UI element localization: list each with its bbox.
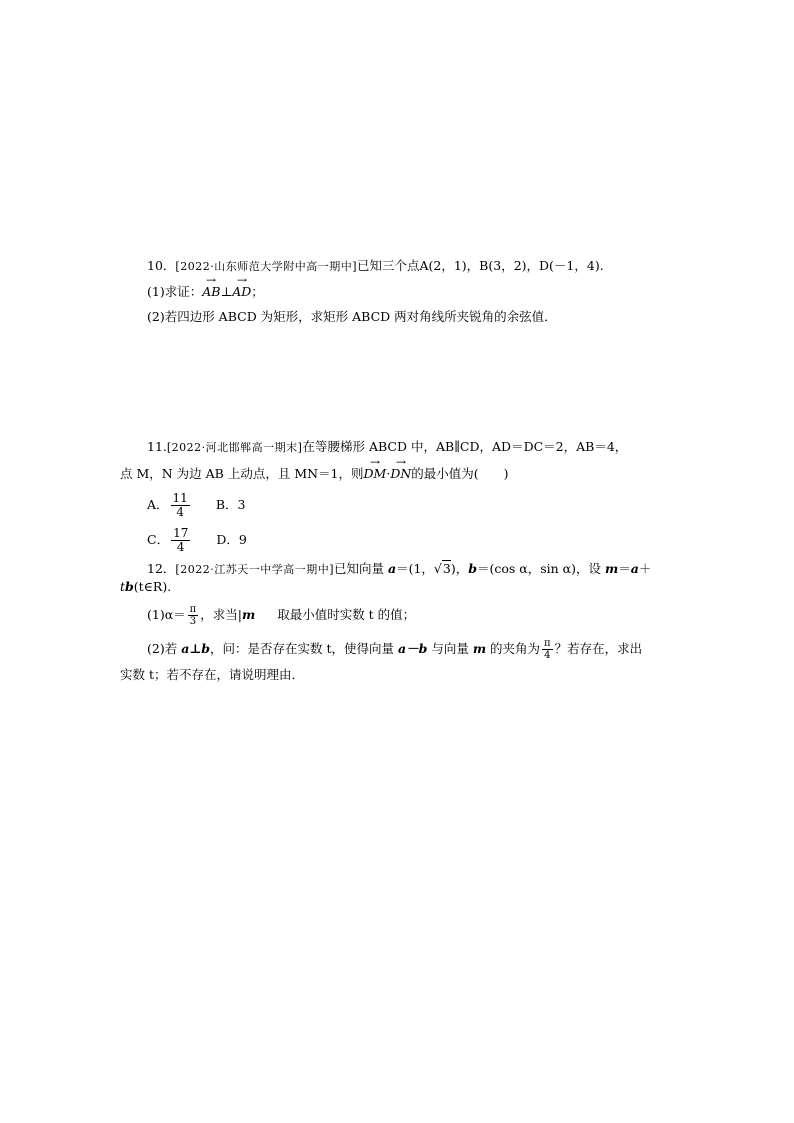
option-c-denominator: 4	[176, 540, 185, 554]
vector-m-3: m	[472, 641, 487, 656]
vector-a-2: a	[630, 561, 639, 576]
perp-symbol: ⊥	[220, 284, 233, 299]
option-d-label: D．	[216, 532, 239, 547]
q10-source: [2022·山东师范大学附中高一期中]	[175, 260, 357, 273]
q12-part1-numerator: π	[189, 604, 197, 615]
q11-options-row1	[147, 491, 245, 519]
option-c-numerator: 17	[173, 526, 189, 540]
option-c	[147, 526, 192, 554]
q12-part2-denominator: 4	[544, 650, 551, 661]
option-c-fraction	[171, 527, 190, 554]
q12-part2-prefix: (2)若	[147, 641, 182, 656]
option-b-label: B．	[215, 497, 238, 512]
q12-number: 12．	[147, 561, 176, 576]
vector-ad: → AD	[232, 283, 251, 301]
q11-options-row2	[147, 526, 247, 554]
vector-dm: → DM	[364, 465, 387, 483]
vector-b: b	[468, 561, 477, 576]
q12-part1-tail: 取最小值时实数 t 的值；	[277, 607, 416, 622]
q12-part1-prefix: (1)α＝	[147, 607, 186, 622]
q12-part1-fraction	[188, 604, 199, 627]
option-d	[216, 532, 246, 547]
vector-a: a	[387, 561, 397, 576]
q12-stem: 12．[2022·江苏天一中学高一期中]已知向量 a＝(1，√3)，b＝(cos α，sin α)，设 m＝a＋	[147, 561, 652, 576]
option-d-text: 9	[238, 532, 247, 547]
q12-part1-mid: ，求当|	[200, 607, 242, 622]
q12-part2-fraction	[542, 638, 553, 661]
q12-eq-a-end: )，	[450, 561, 469, 576]
vector-dn: → DN	[390, 465, 411, 483]
q11-stem	[147, 438, 627, 457]
q11-line1: 在等腰梯形 ABCD 中，AB∥CD，AD＝DC＝2，AB＝4，	[302, 439, 628, 454]
q11-line2-prefix: 点 M，N 为边 AB 上动点，且 MN＝1，则	[120, 466, 364, 481]
q12-line2	[120, 578, 171, 596]
q12-eq-b: ＝(cos α，sin α)，设	[476, 561, 605, 576]
vector-m: m	[604, 561, 619, 576]
q12-part2-mid3: 的夹角为	[486, 641, 541, 656]
q10-part1-suffix: ；	[251, 284, 264, 299]
q12-part1-denominator: 3	[189, 616, 197, 627]
q12-part2-condition: a⊥b	[181, 641, 211, 656]
q11-line2	[120, 465, 509, 483]
dot-symbol: ·	[386, 466, 391, 481]
option-b-text: 3	[237, 497, 246, 512]
q12-t: t	[120, 579, 126, 594]
q11-number: 11.	[147, 439, 167, 454]
q11-source: [2022·河北邯郸高一期末]	[166, 441, 303, 454]
q12-part2-mid: ，问：是否存在实数 t，使得向量	[210, 641, 399, 656]
q10-part1	[147, 283, 264, 301]
q12-part2-diff: a－b	[398, 641, 428, 656]
q11-line2-suffix: 的最小值为( )	[411, 466, 509, 481]
vector-ab: → AB	[202, 283, 220, 301]
q10-part1-prefix: (1)求证：	[147, 284, 203, 299]
q12-part2-end: ？若存在，求出	[554, 641, 643, 656]
q12-part2-line2: 实数 t；若不存在，请说明理由．	[120, 667, 304, 682]
q12-part1	[147, 600, 415, 630]
q10-stem-text: 已知三个点	[356, 258, 420, 273]
q10-points: A(2，1)，B(3，2)，D(－1，4).	[419, 258, 604, 273]
option-a	[147, 491, 192, 519]
option-c-label: C．	[147, 532, 170, 547]
option-a-denominator: 4	[176, 505, 184, 519]
q10-number: 10．	[147, 258, 176, 273]
option-a-fraction	[171, 492, 190, 519]
sqrt-3: 3	[442, 561, 451, 576]
q12-plus: ＋	[638, 561, 652, 576]
vector-b-2: b	[125, 579, 134, 594]
option-a-label: A．	[147, 497, 169, 512]
option-a-numerator: 11	[172, 491, 188, 505]
q12-line2-rest: (t∈R).	[133, 579, 172, 594]
vector-m-2: m	[241, 607, 256, 622]
q10-part2: (2)若四边形 ABCD 为矩形，求矩形 ABCD 两对角线所夹锐角的余弦值．	[147, 309, 557, 324]
q12-stem-text: 已知向量	[333, 561, 388, 576]
q12-part2	[147, 634, 642, 664]
q12-source: [2022·江苏天一中学高一期中]	[175, 563, 334, 576]
q12-part2-mid2: 与向量	[427, 641, 473, 656]
q12-eq-m: ＝	[618, 561, 631, 576]
q12-eq-a: ＝(1，	[396, 561, 434, 576]
option-b	[216, 497, 246, 512]
q12-part2-numerator: π	[544, 638, 551, 649]
